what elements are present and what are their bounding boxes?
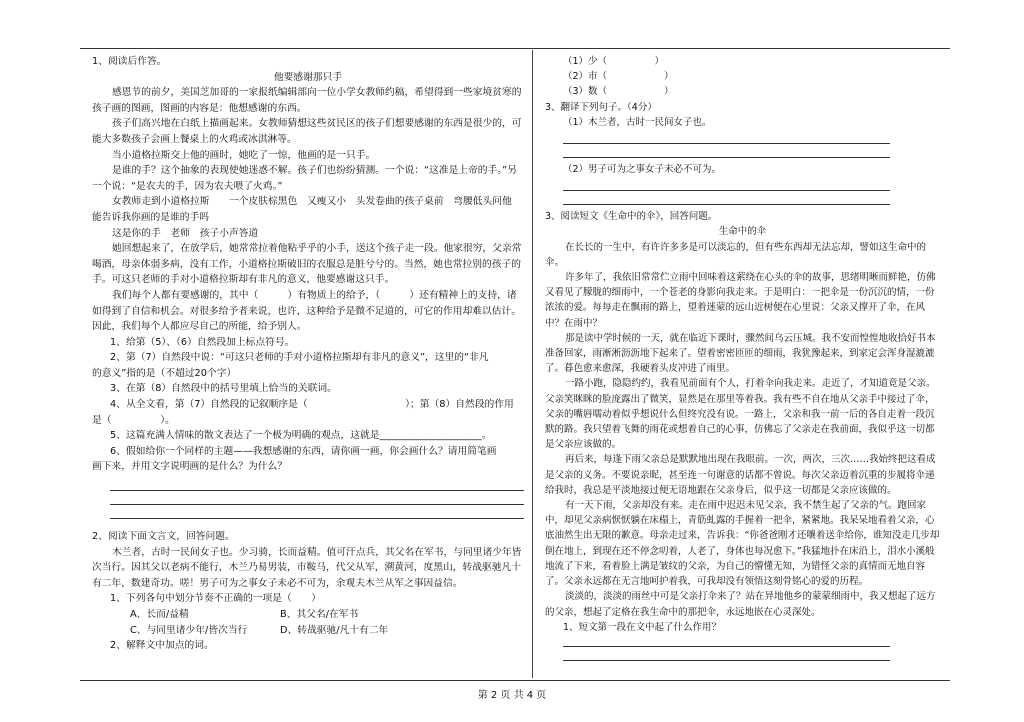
answer-line[interactable]	[110, 481, 524, 491]
paragraph: 许多年了，我依旧常常伫立雨中回味着这萦绕在心头的伞的故事，思绪明晰而鲜艳，仿佛又看见了朦胧的细雨中，一个苍老的身影向我走来。于是明白：一把伞是一份沉沉的情，一份浓浓的爱。每每走在飘雨的路上，望着迷蒙的远山近树便在心里说：父亲又撑开了伞，在风中？在雨中？	[545, 272, 936, 329]
right-column	[545, 54, 940, 665]
passage-title: 他要感谢那只手	[273, 71, 343, 83]
sub-question-cont: 是（ ）。	[92, 414, 175, 426]
page-number: 第 2 页 共 4 页	[477, 690, 547, 701]
question-3-title: 3、阅读短文《生命中的伞》，回答问题。	[545, 211, 718, 223]
sub-question: 4、从全文看，第（7）自然段的记叙顺序是（ ）；第（8）自然段的作用	[110, 399, 514, 411]
left-column	[92, 54, 532, 654]
answer-line[interactable]	[563, 195, 890, 205]
paragraph: 当小道格拉斯交上他的画时，她吃了一惊，他画的是一只手。	[112, 149, 376, 161]
sub-question-cont: 的意义”指的是（不超过20个字）	[92, 367, 237, 379]
translate-item: （2）男子可为之事女子未必不可为。	[563, 164, 722, 176]
sub-question: 1、短文第一段在文中起了什么作用？	[563, 621, 722, 633]
sub-question: 2、解释文中加点的词。	[110, 640, 214, 652]
sub-question: 1、给第（5）、（6）自然段加上标点符号。	[110, 336, 295, 348]
paragraph: 有一天下雨，父亲却没有来。走在雨中迟迟未见父亲，我不禁生起了父亲的气。跑回家中，却见父亲病恹恹躺在床榻上，青筋虬露的手握着一把伞，紧紧地。我呆呆地看着父亲，心底油然生出无限的歉意。母亲走过来，告诉我：“你爸爸刚才还嚷着送伞给你，谁知没走几步却倒在地上，到现在还不停念叨着，人老了，身体也每况愈下。”我猛地扑在床沿上，泪水小溪般地流了下来，看着脸上满是皱纹的父亲，为自己的懵懂无知，为错怪父亲的真情而无地自容了。父亲永远都在无言地呵护着我，可我却没有领悟这刻骨铭心的爱的历程。	[545, 500, 940, 588]
option-d[interactable]: D、转战驱驰/凡十有二年	[280, 624, 389, 636]
question-2-title: 2、阅读下面文言文，回答问题。	[92, 531, 235, 543]
question-1-title: 1、阅读后作答。	[92, 56, 167, 67]
sub-question: 3、在第（8）自然段中的括号里填上恰当的关联词。	[110, 383, 337, 395]
paragraph: 她回想起来了，在放学后，她常常拉着他粘乎乎的小手，送这个孩子走一段。他家很穷，父亲常喝酒，母亲体弱多病，没有工作，小道格拉斯破旧的衣服总是脏兮兮的。当然，她也常拉别的孩子的手。可这只老师的手对小道格拉斯却有非凡的意义，他要感谢这只手。	[92, 243, 522, 286]
passage-title: 生命中的伞	[718, 226, 767, 238]
answer-line[interactable]	[563, 148, 890, 158]
answer-line[interactable]	[563, 651, 890, 661]
paragraph: 女教师走到小道格拉斯 一个皮肤棕黑色 又瘦又小 头发卷曲的孩子桌前 弯腰低头问他 能告诉我你画的是谁的手吗	[92, 196, 532, 223]
answer-line[interactable]	[563, 637, 890, 647]
paragraph: 那是读中学时候的一天，就在临近下课时，骤然间乌云压城。我不安而惶惶地收拾好书本准备回家，雨淅淅沥沥地下起来了。望着密密匝匝的细雨，我犹豫起来，到家定会浑身湿漉漉了。暮色愈来愈深，我硬着头皮冲进了雨里。	[545, 332, 936, 375]
paragraph: 我们每个人都有要感谢的，其中（ ）有物质上的给予，（ ）还有精神上的支持，诸如得到了自信和机会。对很多给予者来说，也许，这种给予是微不足道的，可它的作用却难以估计。因此，我们每个人都应尽自己的所能，给予别人。	[92, 289, 521, 333]
paragraph: 淡淡的，淡淡的雨丝中可是父亲打伞来了？站在异地他乡的蒙蒙细雨中，我又想起了远方的父亲，想起了定格在我生命中的那把伞，永远地嵌在心灵深处。	[545, 591, 936, 618]
word-item: （1）少（ ）	[563, 56, 665, 67]
paragraph: 在长长的一生中，有许许多多是可以淡忘的，但有些东西却无法忘却，譬如这生命中的伞。	[545, 241, 927, 268]
column-divider	[532, 50, 533, 678]
paragraph: 孩子们高兴地在白纸上描画起来。女教师猜想这些贫民区的孩子们想要感谢的东西是很少的，可能大多数孩子会画上餐桌上的火鸡或冰淇淋等。	[92, 118, 522, 145]
word-item: （3）数（ ）	[563, 86, 674, 98]
sub-question: 3、翻译下列句子。（4分）	[545, 101, 657, 113]
paragraph: 再后来，每逢下雨父亲总是默默地出现在我眼前。一次，两次，三次……我始终把这看成是父亲的义务。不要说亲昵，甚至连一句谢意的话都不曾说。每次父亲迈着沉重的步履将伞递给我时，我总是平淡地接过便无语地跟在父亲身后，似乎这一切都是父亲应该做的。	[545, 454, 936, 496]
sub-question: 2、第（7）自然段中说：“可这只老师的手对小道格拉斯却有非凡的意义”，这里的“非凡	[110, 352, 489, 364]
sub-question: 5、这篇充满人情味的散文表达了一个极为明确的观点，这就是_____________________。	[110, 430, 492, 442]
bottom-rule	[80, 680, 950, 681]
answer-line[interactable]	[110, 495, 524, 505]
option-a[interactable]: A、长而/益精	[130, 609, 189, 620]
paragraph: 感恩节的前夕，美国芝加哥的一家报纸编辑部向一位小学女教师约稿，希望得到一些家境贫寒的孩子画的图画，图画的内容是：他想感谢的东西。	[92, 87, 522, 114]
option-c[interactable]: C、与同里诸少年/皆次当行	[130, 624, 248, 636]
paragraph: 木兰者，古时一民间女子也。少习骑，长而益精。值可汗点兵，其父名在军书，与同里诸少年皆次当行。因其父以老病不能行，木兰乃易男装，市鞍马，代父从军，溯黄河，度黑山，转战驱驰凡十有二年，数建奇功。嗟！男子可为之事女子未必不可为，余观夫木兰从军之事因益信。	[92, 546, 522, 589]
answer-line[interactable]	[563, 181, 890, 191]
answer-line[interactable]	[110, 509, 524, 519]
top-rule	[80, 48, 950, 49]
sub-question-cont: 画下来，并用文字说明画的是什么？为什么？	[92, 461, 287, 473]
paragraph: 是谁的手？这个抽象的表现使她迷惑不解。孩子们也纷纷猜测。一个说：“这准是上帝的手。”另一个说：“是农夫的手，因为农夫喂了火鸡。”	[92, 165, 517, 192]
option-b[interactable]: B、其父名/在军书	[280, 609, 359, 620]
answer-line[interactable]	[563, 134, 890, 144]
translate-item: （1）木兰者，古时一民间女子也。	[563, 116, 712, 128]
sub-question: 1、下列各句中划分节奏不正确的一项是（ ）	[110, 593, 321, 605]
paragraph: 这是你的手 老师 孩子小声答道	[112, 227, 259, 239]
sub-question: 6、假如给你一个同样的主题——我想感谢的东西，请你画一画，你会画什么？请用简笔画	[110, 445, 497, 457]
word-item: （2）市（ ）	[563, 71, 674, 83]
paragraph: 一路小跑，隐隐约约，我看见前面有个人，打着伞向我走来。走近了，才知道竟是父亲。父亲笑眯眯的脸庞露出了微笑，显然是在那里等着我。我有些不自在地从父亲手中接过了伞，父亲的嘴唇嚅动着似乎想说什么但终究没有说。一路上，父亲和我一前一后的各自走着一段沉默的路。我只望着飞舞的雨花或想着自己的心事，仿佛忘了父亲走在我前面，我似乎这一切都是父亲应该做的。	[545, 378, 936, 451]
